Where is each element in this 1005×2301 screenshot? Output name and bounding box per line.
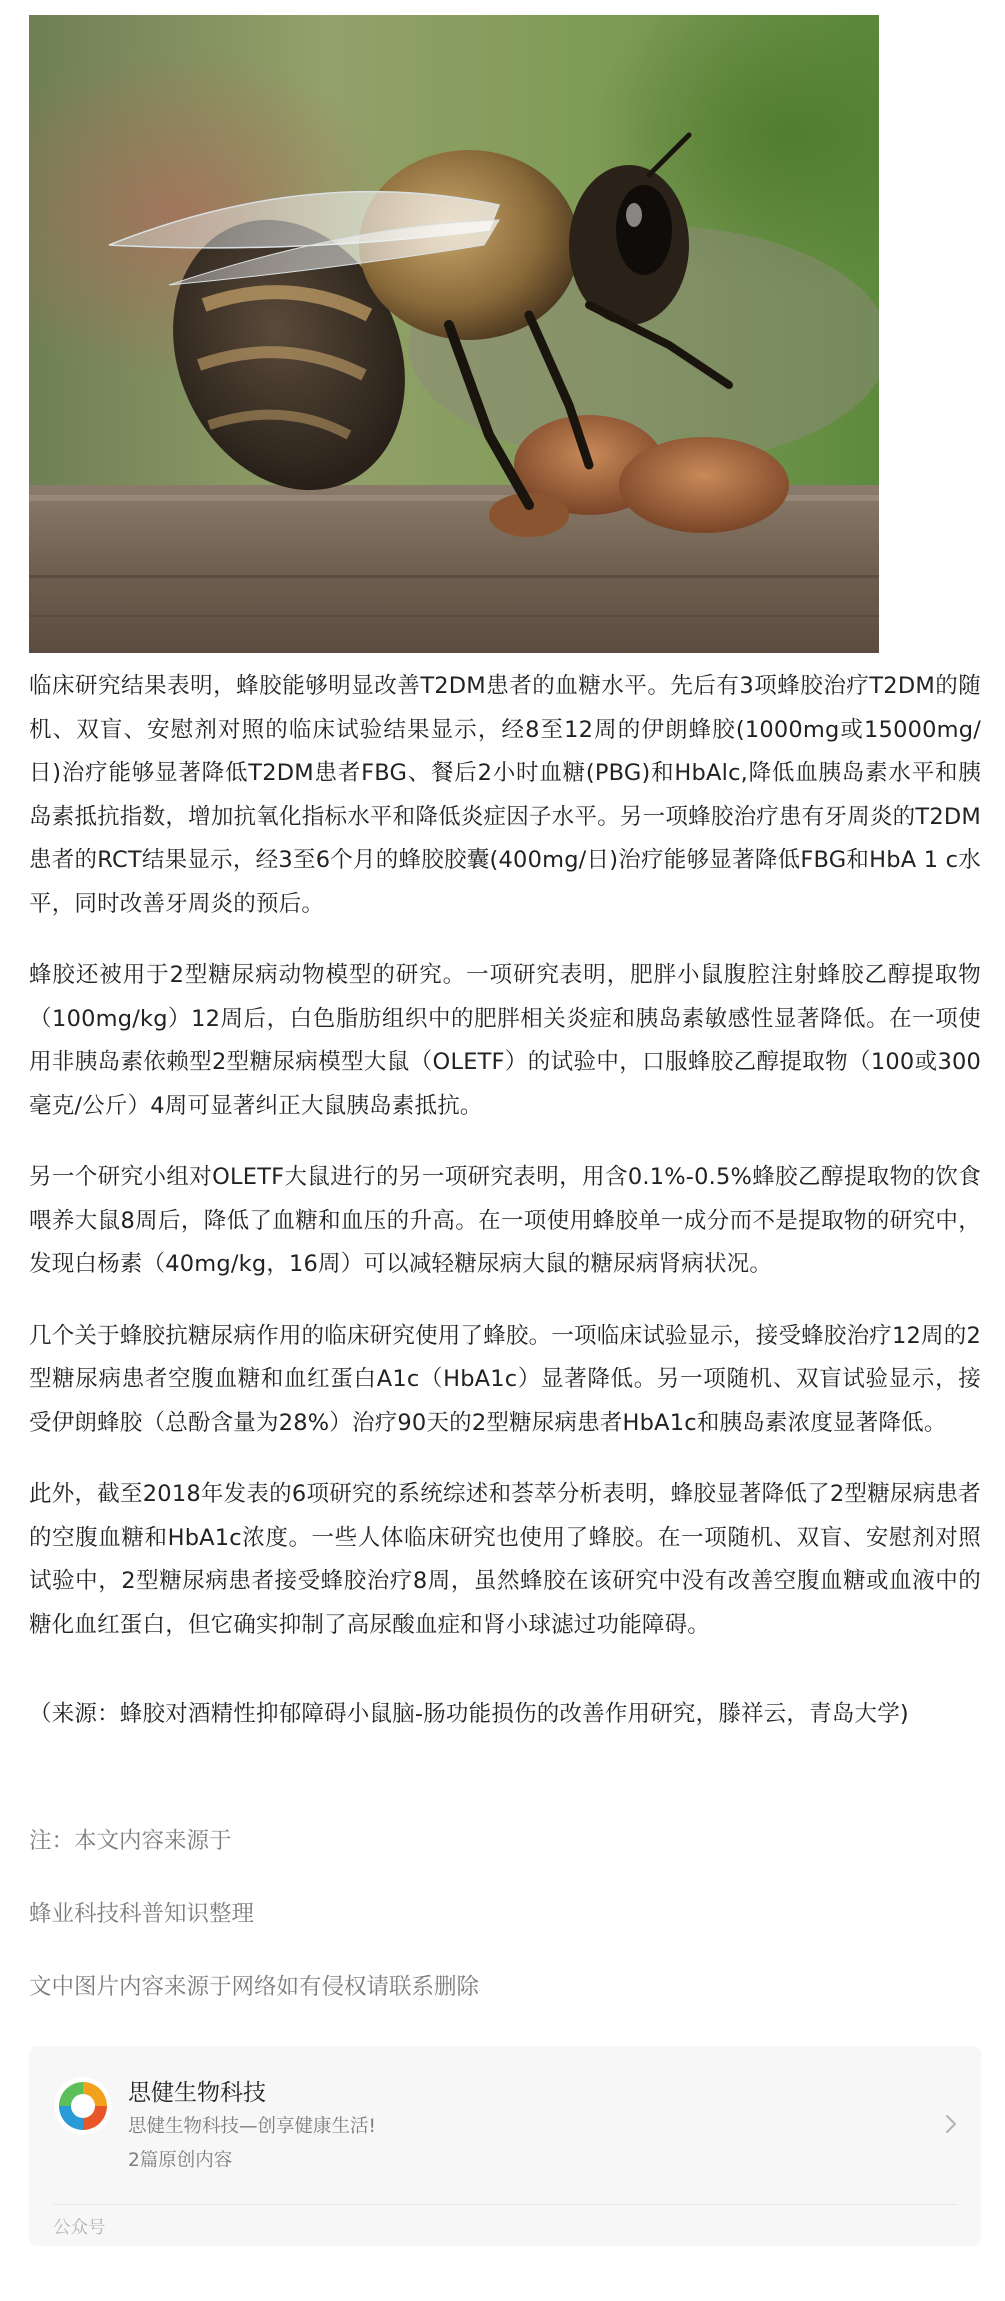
article-paragraph: 几个关于蜂胶抗糖尿病作用的临床研究使用了蜂胶。一项临床试验显示，接受蜂胶治疗12周的2型糖尿病患者空腹血糖和血红蛋白A1c（HbA1c）显著降低。另一项随机、双盲试验显示，接受伊朗蜂胶（总酚含量为28%）治疗90天的2型糖尿病患者HbA1c和胰岛素浓度显著降低。 [29,1322,981,1436]
account-name: 思健生物科技 [128,2080,266,2106]
article-paragraph: 蜂胶还被用于2型糖尿病动物模型的研究。一项研究表明，肥胖小鼠腹腔注射蜂胶乙醇提取物（100mg/kg）12周后，白色脂肪组织中的肥胖相关炎症和胰岛素敏感性显著降低。在一项使用非胰岛素依赖型2型糖尿病模型大鼠（OLETF）的试验中，口服蜂胶乙醇提取物（100或300毫克/公斤）4周可显著纠正大鼠胰岛素抵抗。 [29,962,981,1119]
article-paragraph: 此外，截至2018年发表的6项研究的系统综述和荟萃分析表明，蜂胶显著降低了2型糖尿病患者的空腹血糖和HbA1c浓度。一些人体临床研究也使用了蜂胶。在一项随机、双盲、安慰剂对照试验中，2型糖尿病患者接受蜂胶治疗8周，虽然蜂胶在该研究中没有改善空腹血糖或血液中的糖化血红蛋白，但它确实抑制了高尿酸血症和肾小球滤过功能障碍。 [29,1481,981,1638]
account-card[interactable] [29,2046,981,2246]
hero-image [29,15,879,653]
article-body [29,665,981,1765]
account-original-count: 2篇原创内容 [128,2150,233,2171]
article-notes [29,1820,981,2039]
note-line: 文中图片内容来源于网络如有侵权请联系删除 [29,1974,480,2000]
sijian-logo-icon [53,2076,113,2136]
chevron-right-icon[interactable] [943,2112,959,2136]
article-source: （来源：蜂胶对酒精性抑郁障碍小鼠脑-肠功能损伤的改善作用研究，滕祥云，青岛大学) [29,1701,909,1727]
article-paragraph: 临床研究结果表明，蜂胶能够明显改善T2DM患者的血糖水平。先后有3项蜂胶治疗T2DM的随机、双盲、安慰剂对照的临床试验结果显示，经8至12周的伊朗蜂胶(1000mg或15000mg/日)治疗能够显著降低T2DM患者FBG、餐后2小时血糖(PBG)和HbAlc,降低血胰岛素水平和胰岛素抵抗指数，增加抗氧化指标水平和降低炎症因子水平。另一项蜂胶治疗患有牙周炎的T2DM患者的RCT结果显示，经3至6个月的蜂胶胶囊(400mg/日)治疗能够显著降低FBG和HbA 1 c水平，同时改善牙周炎的预后。 [29,673,981,917]
article-paragraph: 另一个研究小组对OLETF大鼠进行的另一项研究表明，用含0.1%-0.5%蜂胶乙醇提取物的饮食喂养大鼠8周后，降低了血糖和血压的升高。在一项使用蜂胶单一成分而不是提取物的研究中，发现白杨素（40mg/kg，16周）可以减轻糖尿病大鼠的糖尿病肾病状况。 [29,1164,981,1277]
note-line: 注：本文内容来源于 [29,1828,232,1854]
card-divider [53,2204,957,2205]
account-type-label: 公众号 [53,2218,106,2238]
account-description: 思健生物科技—创享健康生活! [128,2116,376,2137]
note-line: 蜂业科技科普知识整理 [29,1901,255,1927]
